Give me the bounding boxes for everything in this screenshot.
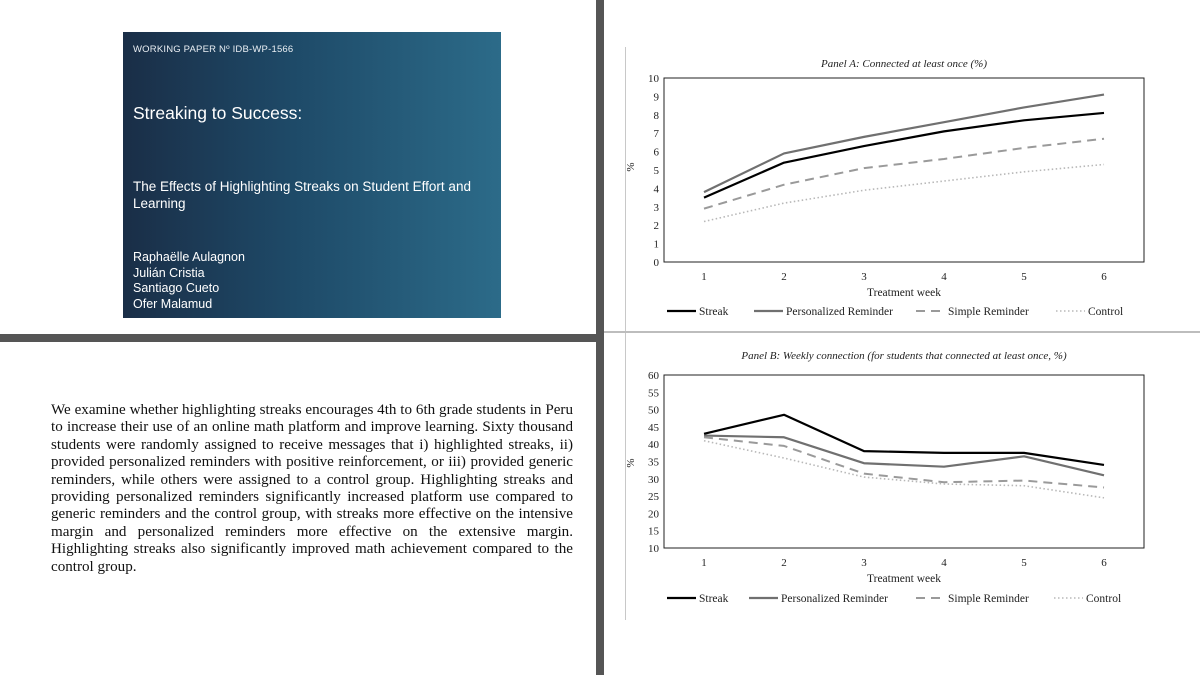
chart-title: Panel B: Weekly connection (for students that connected at least once, %) [741,350,1067,362]
x-tick-label: 4 [941,557,947,569]
y-tick-label: 5 [653,165,659,177]
y-tick-label: 1 [653,238,659,251]
legend-label: Streak [699,306,729,318]
x-tick-label: 6 [1101,271,1107,283]
y-tick-label: 10 [648,543,659,555]
author: Santiago Cueto [133,281,220,295]
chart-title: Panel A: Connected at least once (%) [821,58,987,70]
series-line-1 [704,113,1104,198]
legend-label: Streak [699,593,729,605]
panel-b-svg [604,333,1200,623]
paper-title: Streaking to Success: [133,103,303,123]
plot-frame [664,375,1144,548]
author: Raphaëlle Aulagnon [133,250,245,264]
y-tick-label: 0 [653,257,659,269]
author-list [133,250,245,312]
horizontal-divider [0,334,596,342]
y-tick-label: 60 [648,370,659,382]
x-tick-label: 3 [861,271,867,283]
x-tick-label: 3 [861,557,867,569]
y-axis-label: % [625,162,637,172]
x-tick-label: 1 [701,271,707,283]
y-tick-label: 6 [653,146,659,159]
panel-b-chart [604,333,1200,623]
legend-label: Personalized Reminder [781,593,888,605]
panel-a-svg [604,40,1200,331]
x-axis-label: Treatment week [867,287,941,299]
abstract-text: We examine whether highlighting streaks encourages 4th to 6th grade students in Peru to increase their use of an online math platform and improve learning. Sixty thousand students were randomly assigned to receive messages that i) highlighted streaks, ii) provided personalized reminders with positive reinforcement, or iii) provided generic reminders, while others were assigned to a control group. Highlighting streaks and providing personalized reminders significantly increased platform use compared to generic reminders and the control group, with streaks more effective on the intensive margin and personalized reminders more effective on the extensive margin. Highlighting streaks also significantly improved math achievement compared to the control group. [51,402,573,575]
paper-cover [123,32,501,318]
series-line-3 [704,139,1104,209]
y-tick-label: 4 [653,183,659,196]
y-tick-label: 35 [648,456,659,469]
y-tick-label: 7 [653,128,659,141]
plot-frame [664,78,1144,262]
x-tick-label: 1 [701,557,707,569]
legend-label: Control [1088,306,1124,318]
panel-a-chart [604,40,1200,331]
legend-label: Personalized Reminder [786,306,893,318]
author: Julián Cristia [133,265,205,280]
author: Ofer Malamud [133,296,213,311]
y-tick-label: 45 [648,421,659,434]
y-tick-label: 30 [648,473,659,486]
legend-label: Simple Reminder [948,593,1029,605]
series-line-1 [704,415,1104,465]
x-tick-label: 5 [1021,271,1027,283]
y-tick-label: 20 [648,508,659,521]
y-tick-label: 10 [648,73,659,85]
x-tick-label: 4 [941,271,947,283]
y-tick-label: 2 [653,220,659,233]
y-tick-label: 9 [653,91,659,104]
y-axis-label: % [625,458,637,468]
y-tick-label: 25 [648,491,659,504]
x-tick-label: 5 [1021,557,1027,569]
chart-separator [604,331,1200,333]
legend-label: Control [1086,593,1122,605]
x-tick-label: 2 [781,271,787,283]
series-line-4 [704,441,1104,498]
x-axis-label: Treatment week [867,573,941,585]
series-line-4 [704,164,1104,221]
paper-subtitle: The Effects of Highlighting Streaks on Student Effort and Learning [133,179,471,211]
working-paper-number: WORKING PAPER Nº IDB-WP-1566 [133,44,294,55]
y-tick-label: 55 [648,387,659,400]
series-line-2 [704,95,1104,193]
y-tick-label: 50 [648,404,659,417]
y-tick-label: 15 [648,525,659,538]
y-tick-label: 3 [653,201,659,214]
x-tick-label: 2 [781,557,787,569]
y-tick-label: 40 [648,439,659,452]
y-tick-label: 8 [653,109,659,122]
vertical-divider [596,0,604,675]
legend-label: Simple Reminder [948,306,1029,318]
x-tick-label: 6 [1101,557,1107,569]
